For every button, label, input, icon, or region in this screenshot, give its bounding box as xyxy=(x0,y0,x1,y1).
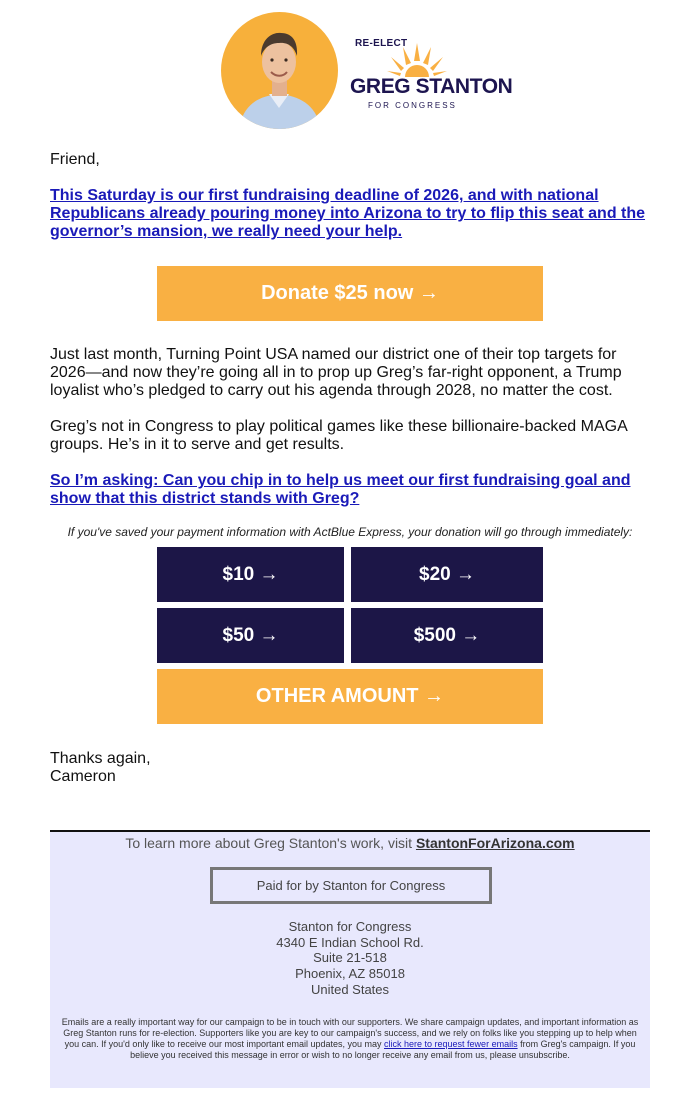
mailing-address xyxy=(50,919,650,998)
address-line: 4340 E Indian School Rd. xyxy=(276,934,424,950)
candidate-avatar xyxy=(221,12,338,129)
logo-sub-text: FOR CONGRESS xyxy=(368,101,457,110)
signoff xyxy=(50,750,151,786)
email-footer xyxy=(50,830,650,1088)
email-header xyxy=(0,12,700,132)
fewer-emails-link[interactable]: click here to request fewer emails xyxy=(384,1039,518,1049)
donate-20-button[interactable]: $20 → xyxy=(351,547,543,602)
logo-name-text: GREG STANTON xyxy=(350,75,513,98)
other-amount-button[interactable]: OTHER AMOUNT → xyxy=(157,669,543,724)
disclaimer-text-2: from Greg's campaign. If you believe you received this message in error or wish to no longer receive any email from us, please unsubscribe. xyxy=(130,1039,636,1060)
candidate-photo-icon xyxy=(221,12,338,129)
lead-link[interactable]: This Saturday is our first fundraising deadline of 2026, and with national Republicans already pouring money into Arizona to try to flip this seat and the governor’s mansion, we really need your help. xyxy=(50,187,646,240)
address-line: United States xyxy=(310,981,390,997)
logo-reelect-text: RE-ELECT xyxy=(355,38,408,49)
donate-10-button[interactable]: $10 → xyxy=(157,547,344,602)
donate-50-button[interactable]: $50 → xyxy=(157,608,344,663)
donate-500-button[interactable]: $500 → xyxy=(351,608,543,663)
signer-name: Cameron xyxy=(50,768,116,785)
email-disclaimer xyxy=(60,1017,640,1061)
body-paragraph-1: Just last month, Turning Point USA named our district one of their top targets for 2026—and now they’re going all in to prop up Greg’s far-right opponent, a Trump loyalist who’s pledged to carry out his agenda through 2028, no matter the cost. xyxy=(50,346,622,399)
address-line: Suite 21-518 xyxy=(313,950,387,966)
website-link[interactable]: StantonForArizona.com xyxy=(415,835,575,851)
campaign-logo xyxy=(349,32,513,127)
disclaimer-text: Emails are a really important way for our campaign to be in touch with our supporters. We share campaign updates, and important information as Greg Stanton runs for re-election. Supporters like you are key to our campaign's success, and we rely on folks like you stepping up to help when you can. If you'd only like to receive our most important email updates, you may xyxy=(61,1017,639,1049)
greeting: Friend, xyxy=(50,151,100,168)
learn-more-text: To learn more about Greg Stanton's work, visit xyxy=(125,835,416,851)
address-line: Phoenix, AZ 85018 xyxy=(295,966,405,982)
actblue-note: If you've saved your payment information with ActBlue Express, your donation will go through immediately: xyxy=(67,525,633,539)
ask-link[interactable]: So I’m asking: Can you chip in to help us meet our first fundraising goal and show that this district stands with Greg? xyxy=(50,472,631,507)
donate-25-button[interactable]: Donate $25 now → xyxy=(157,266,543,321)
thanks-text: Thanks again, xyxy=(50,750,151,767)
paid-for-box: Paid for by Stanton for Congress xyxy=(210,867,492,904)
address-line: Stanton for Congress xyxy=(288,919,412,934)
body-paragraph-2: Greg’s not in Congress to play political games like these billionaire-backed MAGA groups. He’s in it to serve and get results. xyxy=(50,418,627,453)
learn-more-line xyxy=(50,835,650,851)
